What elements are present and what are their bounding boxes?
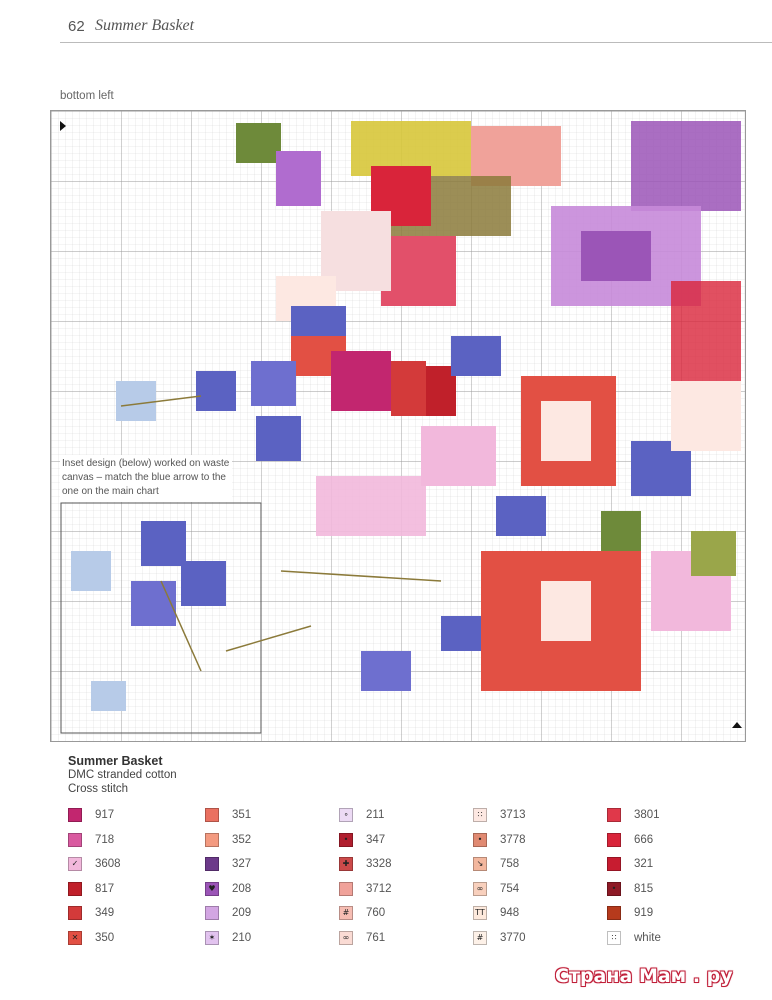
color-swatch xyxy=(607,808,621,822)
thread-code: 208 xyxy=(232,882,252,895)
watermark-logo: Страна Мам . ру xyxy=(555,965,733,987)
start-arrow-icon xyxy=(60,121,66,131)
color-swatch xyxy=(68,808,82,822)
thread-code: 666 xyxy=(634,833,654,846)
color-swatch xyxy=(607,857,621,871)
color-swatch xyxy=(339,882,353,896)
thread-code: 351 xyxy=(232,809,252,821)
thread-code: 321 xyxy=(634,858,654,870)
color-swatch: ∷ xyxy=(607,931,621,945)
key-title: Summer Basket xyxy=(68,754,163,768)
thread-code: 350 xyxy=(95,931,115,944)
thread-code: 3801 xyxy=(634,809,660,821)
thread-code: 760 xyxy=(366,907,386,919)
header-rule xyxy=(60,42,772,43)
thread-code: 210 xyxy=(232,931,252,944)
color-swatch: ♥ xyxy=(205,882,219,896)
thread-code: 3712 xyxy=(366,882,392,895)
thread-code: 817 xyxy=(95,882,115,895)
thread-code: 211 xyxy=(366,809,385,821)
stitch-chart xyxy=(50,110,746,742)
color-swatch xyxy=(607,906,621,920)
thread-code: 917 xyxy=(95,809,115,821)
thread-code: 349 xyxy=(95,907,115,919)
inset-note: Inset design (below) worked on waste canvas – match the blue arrow to the one on the main chart xyxy=(60,455,232,502)
thread-code: 948 xyxy=(500,907,520,919)
color-swatch: ∘ xyxy=(339,808,353,822)
color-swatch: # xyxy=(339,906,353,920)
color-swatch: ∷ xyxy=(473,808,487,822)
color-swatch: ✚ xyxy=(339,857,353,871)
thread-code: 3713 xyxy=(500,809,526,821)
thread-code: 761 xyxy=(366,931,386,944)
color-swatch xyxy=(68,882,82,896)
key-subtitle-threads: DMC stranded cotton xyxy=(68,769,177,781)
center-arrow-icon xyxy=(732,722,742,728)
thread-code: 209 xyxy=(232,907,252,919)
color-swatch xyxy=(205,857,219,871)
page-title: Summer Basket xyxy=(95,17,195,34)
color-swatch xyxy=(607,833,621,847)
color-swatch: ✶ xyxy=(205,931,219,945)
color-swatch xyxy=(205,808,219,822)
color-swatch: • xyxy=(473,833,487,847)
color-swatch: ✕ xyxy=(68,931,82,945)
stitch-chart-grid xyxy=(51,111,745,741)
thread-code: 919 xyxy=(634,907,654,919)
color-swatch xyxy=(68,833,82,847)
color-swatch: • xyxy=(607,882,621,896)
color-swatch xyxy=(205,906,219,920)
color-swatch xyxy=(205,833,219,847)
color-swatch: TT xyxy=(473,906,487,920)
color-swatch: ∞ xyxy=(339,931,353,945)
thread-code: 352 xyxy=(232,833,252,846)
color-swatch: ∞ xyxy=(473,882,487,896)
thread-code: white xyxy=(634,931,661,944)
thread-code: 3608 xyxy=(95,858,121,870)
color-swatch: ↘ xyxy=(473,857,487,871)
thread-code: 754 xyxy=(500,882,520,895)
thread-code: 3770 xyxy=(500,931,526,944)
key-subtitle-stitch: Cross stitch xyxy=(68,783,129,795)
thread-code: 758 xyxy=(500,858,520,870)
thread-code: 815 xyxy=(634,882,654,895)
thread-code: 718 xyxy=(95,833,115,846)
thread-code: 347 xyxy=(366,833,386,846)
thread-code: 327 xyxy=(232,858,252,870)
page-number: 62 xyxy=(68,18,85,35)
color-swatch xyxy=(68,906,82,920)
thread-code: 3328 xyxy=(366,858,392,870)
color-swatch: ✓ xyxy=(68,857,82,871)
thread-code: 3778 xyxy=(500,833,526,846)
section-label: bottom left xyxy=(60,90,114,102)
color-swatch: # xyxy=(473,931,487,945)
color-swatch: • xyxy=(339,833,353,847)
